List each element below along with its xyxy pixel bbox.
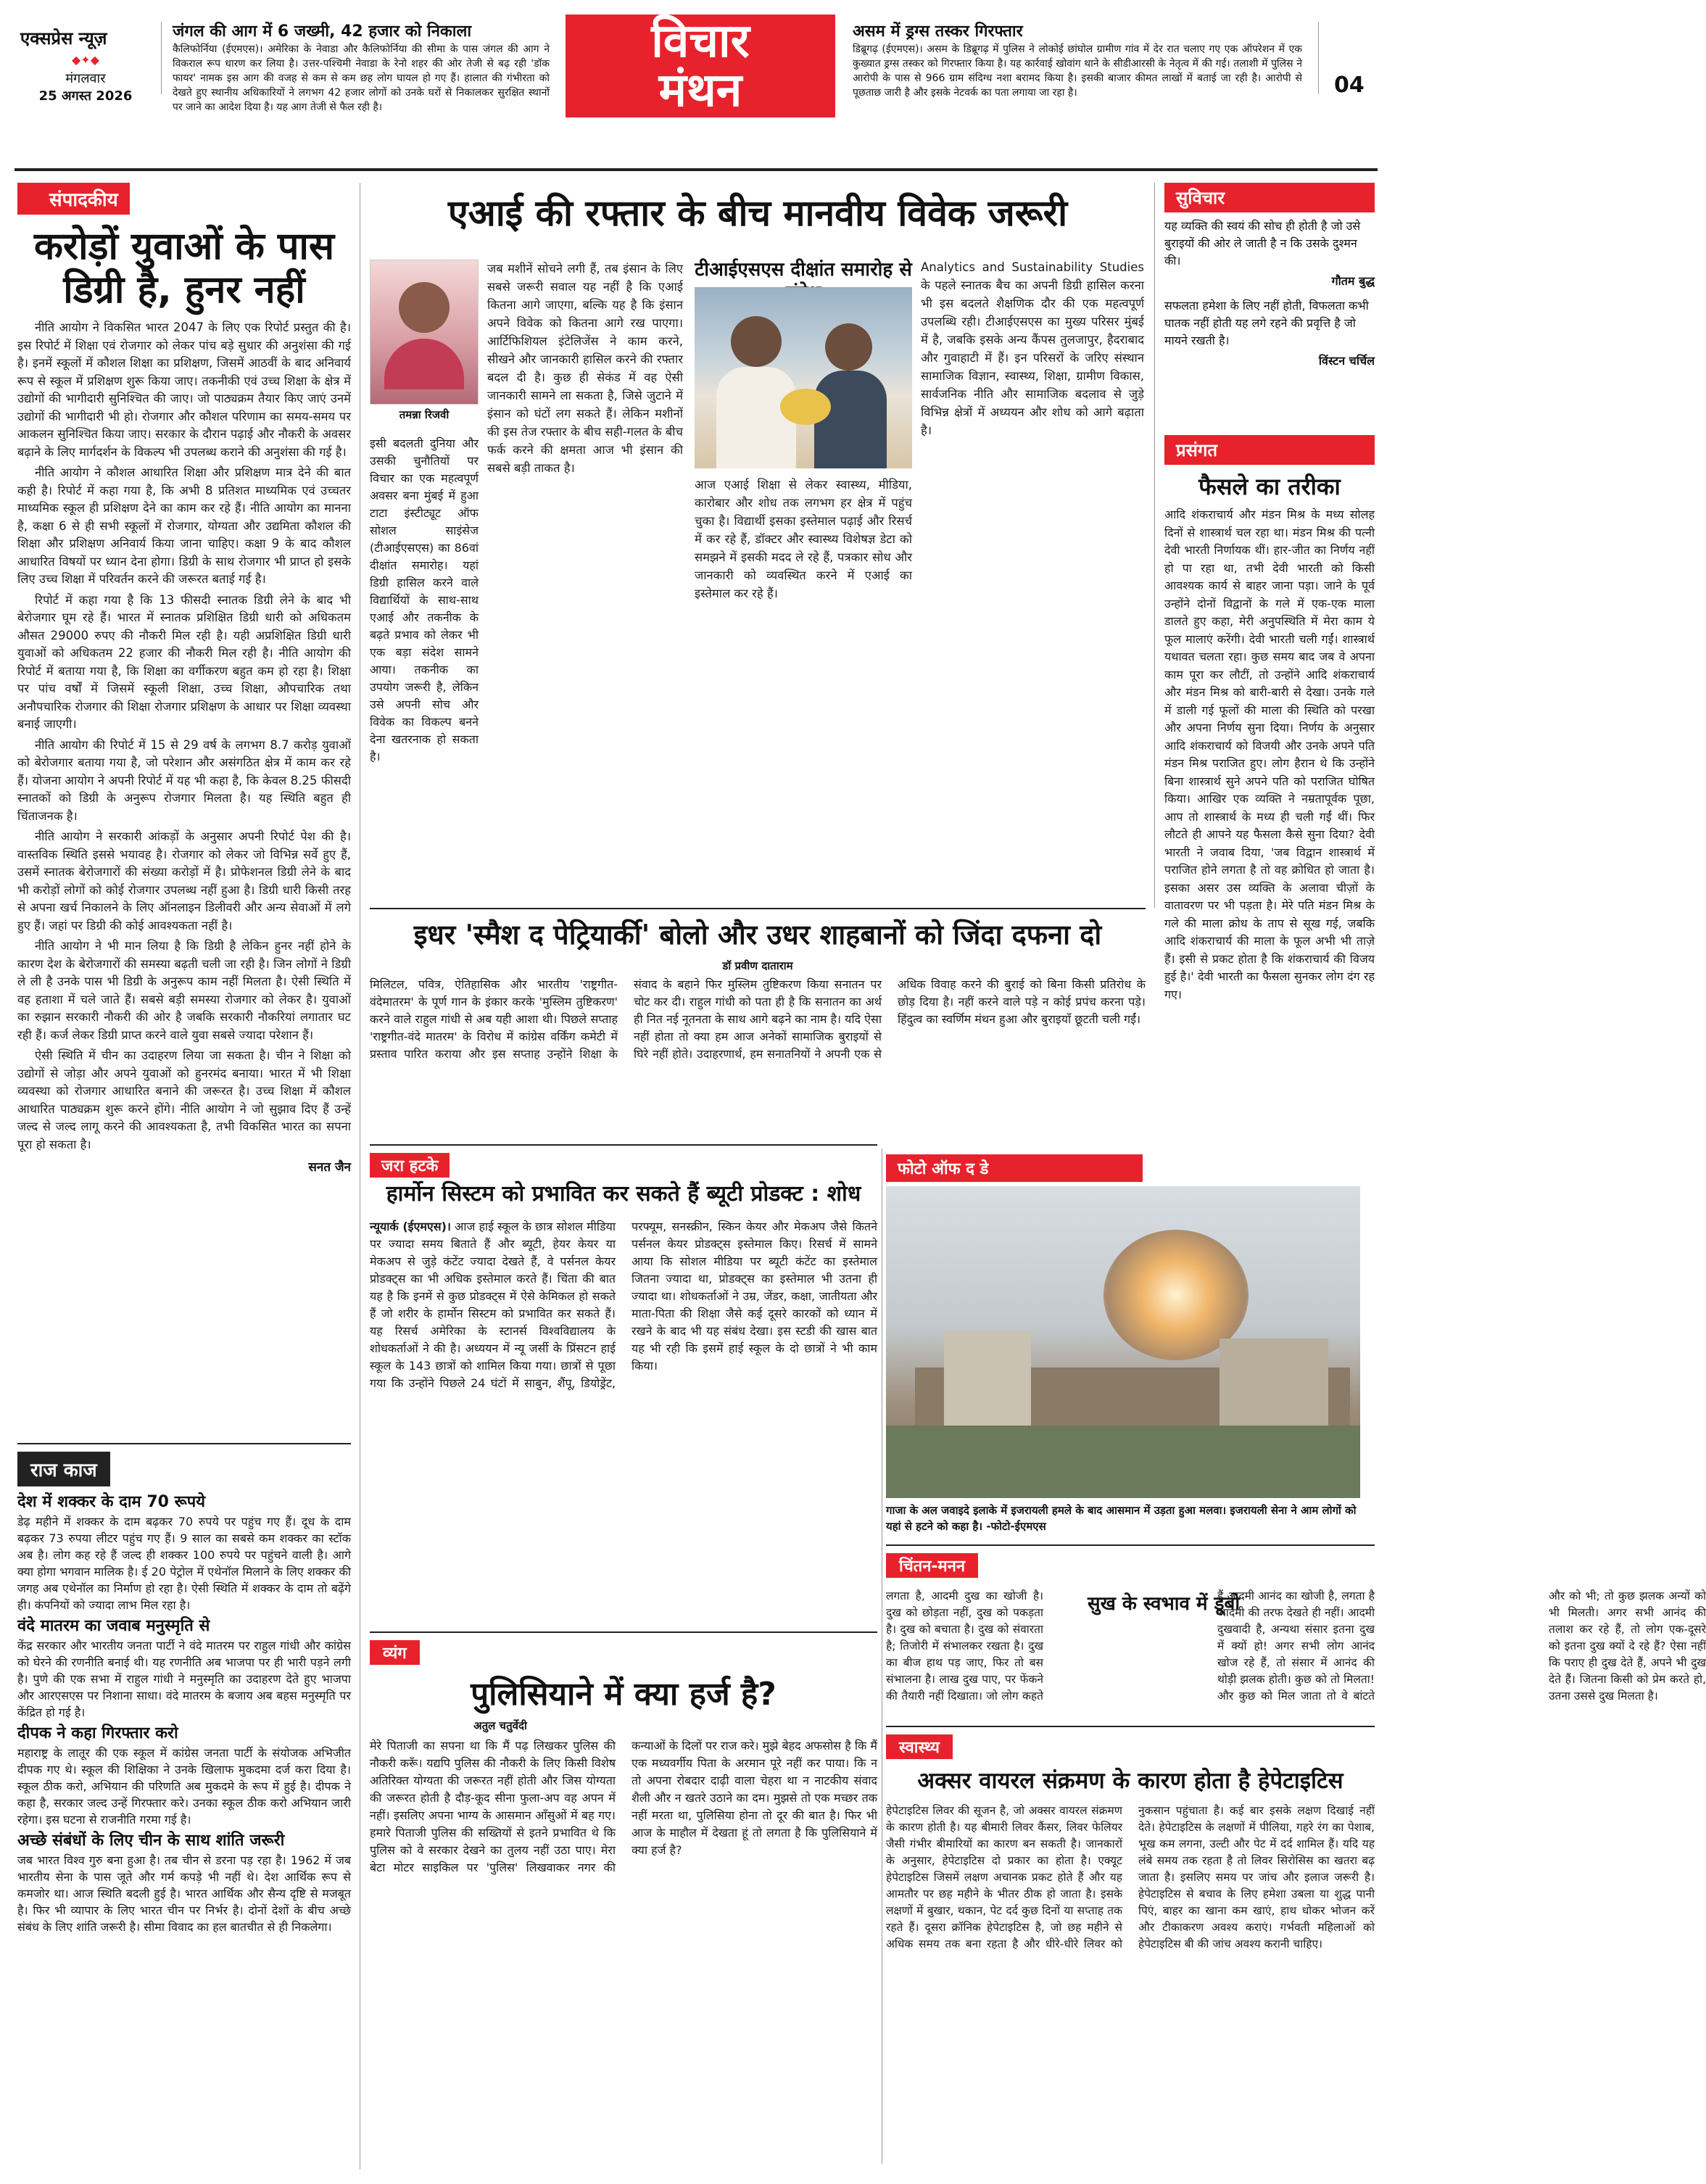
second-story-headline: इधर 'स्मैश द पेट्रियार्की' बोलो और उधर शाहबानों को जिंदा दफना दो xyxy=(413,919,1102,951)
editorial-paragraph: नीति आयोग ने विकसित भारत 2047 के लिए एक रिपोर्ट प्रस्तुत की है। इस रिपोर्ट में शिक्षा एवं रोजगार को लेकर पांच बड़े सुधार की अनुशंसा की गई है। इनमें स्कूलों में कौशल शिक्षा का प्रशिक्षण, जिसमें आठवीं के बाद अनिवार्य रूप से स्कूल में प्रशिक्षण शुरू किया जाए। तकनीकी एवं उच्च शिक्षा के क्षेत्र में उद्योगों की भागीदारी सुनिश्चित की जाए। जो पाठ्यक्रम तैयार किए जाएं उनमें उद्योगों की भागीदारी भी हो। रोजगार और कौशल परिणाम का समय-समय पर आकलन सुनिश्चित किया जाए। सरकार के दौरान पढ़ाई और नौकरी के अवसर बढ़ाने के लिए मार्गदर्शन के विकल्प भी उपलब्ध कराने की अनुशंसा की गई है। xyxy=(17,320,351,459)
lead-subhead: टीआईएसएस दीक्षांत समारोह से xyxy=(695,259,912,281)
top-news-right-headline: असम में ड्रग्स तस्कर गिरफ्तार xyxy=(853,22,1023,41)
suvichar-quote: सफलता हमेशा के लिए नहीं होती, विफलता कभी घातक नहीं होती यह लगे रहने की प्रवृत्ति है जो मायने रखती है। xyxy=(1164,299,1369,347)
issue-date: 25 अगस्त 2026 xyxy=(38,88,133,104)
jara-hatke-text: आज हाई स्कूल के छात्र सोशल मीडिया पर ज्यादा समय बिताते हैं और ब्यूटी, हेयर केयर या मेकअप से जुड़े कंटेंट ज्यादा देखते हैं, वे पर्सनल केयर प्रोडक्ट्स का भी अधिक इस्तेमाल करते हैं। चिंता की बात यह है कि इनमें से कुछ प्रोडक्ट्स में ऐसे केमिकल हो सकते हैं जो शरीर के हार्मोन सिस्टम को प्रभावित कर सकते हैं। यह रिसर्च अमेरिका के स्टानर्स विश्वविद्यालय के शोधकर्ताओं ने की है। अध्ययन में न्यू जर्सी के प्रिंसटन हाई स्कूल के 143 छात्रों को शामिल किया गया। छात्रों से पूछा गया कि उन्होंने पिछले 24 घंटों में साबुन, शैंपू, डियोड्रेंट, परफ्यूम, सनस्क्रीन, स्किन केयर और मेकअप जैसे कितने पर्सनल केयर प्रोडक्ट्स इस्तेमाल किए। रिसर्च में सामने आया कि सोशल मीडिया पर ब्यूटी कंटेंट का इस्तेमाल जितना ज्यादा था, प्रोडक्ट्स का इस्तेमाल भी उतना ही ज्यादा था। शोधकर्ताओं ने उम्र, जेंडर, कक्षा, जातीयता और माता-पिता की शिक्षा जैसे कई दूसरे कारकों को ध्यान में रखने के बाद भी यह संबंध देखा। इस स्टडी की खास बात यह भी रही कि इसमें हाई स्कूल के दो छात्रों ने भी काम किया। xyxy=(370,1220,877,1390)
editorial-body xyxy=(17,319,351,1154)
jara-hatke-dateline: न्यूयार्क (ईएमएस)। xyxy=(370,1220,451,1233)
swasthya-headline: अक्सर वायरल संक्रमण के कारण होता है हेपेटाइटिस xyxy=(917,1768,1343,1794)
lead-col1b: इसी बदलती दुनिया और उसकी चुनौतियों पर विचार का एक महत्वपूर्ण अवसर बना मुंबई में हुआ टाटा इंस्टीट्यूट ऑफ सोशल साइंसेज (टीआईएसएस) का 86वां दीक्षांत समारोह। यहां डिग्री हासिल करने वाले विद्यार्थियों के साथ-साथ एआई और तकनीक के बढ़ते प्रभाव को लेकर भी एक बड़ा संदेश सामने आया। तकनीक का उपयोग जरूरी है, लेकिन उसे अपनी सोच और विवेक का विकल्प बनने देना खतरनाक हो सकता है। xyxy=(370,437,479,764)
author-avatar-icon xyxy=(399,282,450,333)
lead-author-name: तमन्ना रिजवी xyxy=(399,408,450,421)
suvichar-label: सुविचार xyxy=(1164,183,1375,212)
jara-hatke-headline: हार्मोन सिस्टम को प्रभावित कर सकते हैं ब्यूटी प्रोडक्ट : शोध xyxy=(386,1181,861,1207)
rajkaj-item-body: जब भारत विश्व गुरु बना हुआ है। तब चीन से डरना पड़ रहा है। 1962 में जब भारतीय सेना के पास जूते और गर्म कपड़े भी नहीं थे। देश आर्थिक रूप से कमजोर था। आज स्थिति बदली हुई है। भारत आर्थिक और सैन्य दृष्टि से मजबूत है। फिर भी व्यापार के लिए भारत चीन पर निर्भर है। दोनों देशों के बीच अच्छे संबंध के लिए शांति जरूरी है। सीमा विवाद का हल बातचीत से ही निकलेगा। xyxy=(17,1853,351,1934)
top-news-right-body: डिब्रूगढ़ (ईएमएस)। असम के डिब्रूगढ़ में पुलिस ने लोकोई छांघोल ग्रामीण गांव में देर रात चलाए गए एक ऑपरेशन में एक कुख्यात ड्रग्स तस्कर को गिरफ्तार किया है। यह कार्रवाई खोवांग थाने के सीडीआरसी के नेतृत्व में की गई। तलाशी में पुलिस ने आरोपी के पास से 966 ग्राम संदिग्ध नशा बरामद किया है। इसकी बाजार कीमत लाखों में बताई जा रही है। आरोपी से पूछताछ जारी है और इसके नेटवर्क का पता लगाया जा रहा है। xyxy=(853,44,1302,99)
rajkaj-body xyxy=(17,1494,351,2175)
prasang-headline: फैसले का तरीका xyxy=(1198,473,1341,500)
editorial-paragraph: रिपोर्ट में कहा गया है कि 13 फीसदी स्नातक डिग्री लेने के बाद भी बेरोजगार घूम रहे हैं। भारत में स्नातक प्रशिक्षित डिग्री धारी को अधिकतम औसत 29000 रुपए की नौकरी मिल रही है। यही अप्रशिक्षित डिग्री धारी युवाओं को अधिकतम 22 हजार की नौकरी मिल रही है। नीति आयोग की रिपोर्ट में बताया गया है, कि शिक्षा का वर्गीकरण बहुत कम हो रहा है। शिक्षा पर पांच वर्षों में जिसमें स्कूली शिक्षा, उच्च शिक्षा, औपचारिक तथा अनौपचारिक रोजगार की शिक्षा रोजगार प्रशिक्षण के आधार पर शिक्षा व्यवस्था बनाई जाएगी। xyxy=(17,592,351,731)
rajkaj-section xyxy=(17,1443,351,2175)
suvichar-author: विंस्टन चर्चिल xyxy=(1318,354,1375,368)
page-title-line1: विचार xyxy=(651,15,750,68)
issue-day: मंगलवार xyxy=(65,71,106,86)
lead-story xyxy=(370,191,1146,235)
editorial-headline: करोड़ों युवाओं के पास डिग्री है, हुनर नहीं xyxy=(33,225,335,312)
rajkaj-item-body: डेढ़ महीने में शक्कर के दाम बढ़कर 70 रुपये पर पहुंच गए हैं। दूध के दाम बढ़कर 73 रुपया लीटर पहुंच गए हैं। 9 साल का सबसे कम शक्कर का स्टॉक अब है। लोग कह रहे हैं जल्द ही शक्कर 100 रुपये पर पहुंचने वाली है। आगे क्या होगा भगवान मालिक है। ई 20 पेट्रोल में एथेनॉल मिलाने के लिए शक्कर की जगह अब एथेनॉल का निर्माण हो रहा है। ऐसी स्थिति में शक्कर के दाम तो बढ़ेंगे ही। कंपनियों को ज्यादा लाभ मिल रहा है। xyxy=(17,1515,351,1612)
suvichar-author: गौतम बुद्ध xyxy=(1331,274,1375,288)
brand-ornament-icon: ◆✦◆ xyxy=(71,53,99,67)
chintan-body: लगता है, आदमी दुख का खोजी है। दुख को छोड़ता नहीं, दुख को पकड़ता है। दुख को बचाता है। दुख को संवारता है; तिजोरी में संभालकर रखता है। दुख का बीज हाथ पड़ जाए, फिर तो बस संभालना है। लाख दुख पाए, पर फेंकने की तैयारी नहीं दिखाता। जो लोग कहते हैं आदमी आनंद का खोजी है, लगता है आदमी की तरफ देखते ही नहीं। आदमी दुखवादी है, अन्यथा संसार इतना दुख में क्यों हो! अगर सभी लोग आनंद खोज रहे हैं, तो संसार में आनंद की थोड़ी झलक होती। कुछ को तो मिलता! और कुछ को मिल जाता तो वे बांटते और को भी; तो कुछ झलक अन्यों को भी मिलती। अगर सभी आनंद की तलाश कर रहे हैं, तो लोग एक-दूसरे को इतना दुख क्यों दे रहे हैं? ऐसा नहीं कि पराए ही दुख देते हैं, अपने भी दुख देते हैं। जितना किसी को प्रेम करते हो, उतना उससे दुख मिलता है। xyxy=(886,1589,1706,1703)
rajkaj-item-body: केंद्र सरकार और भारतीय जनता पार्टी ने वंदे मातरम पर राहुल गांधी और कांग्रेस को घेरने की रणनीति बनाई थी। यह रणनीति अब भाजपा पर ही भारी पड़ने लगी है। पुणे की एक सभा में राहुल गांधी ने मनुस्मृति का उदाहरण देते हुए भाजपा और आरएसएस पर निशाना साधा। वंदे मातरम के बजाय अब बहस मनुस्मृति पर केंद्रित हो गई है। xyxy=(17,1639,351,1719)
vyang-label: व्यंग xyxy=(370,1640,420,1665)
editorial-paragraph: नीति आयोग ने सरकारी आंकड़ों के अनुसार अपनी रिपोर्ट पेश की है। वास्तविक स्थिति इससे भयावह है। रोजगार को लेकर जो विभिन्न सर्वे हुए हैं, उसमें स्नातक बेरोजगारों की संख्या करोड़ों में है। प्रोफेशनल डिग्री लेने के बाद भी करोड़ों लोगों को कोई रोजगार उपलब्ध नहीं हुआ है। डिग्री धारी किसी तरह से अपना खर्च निकालने के लिए ऑनलाइन डिलीवरी और अन्य सेवाओं में लगे हुए हैं। जहां पर डिग्री की कोई आवश्यकता नहीं है। xyxy=(17,830,351,932)
chintan-headline: सुख के स्वभाव में डूबो xyxy=(1088,1593,1241,1615)
rajkaj-item-title: देश में शक्कर के दाम 70 रूपये xyxy=(17,1493,205,1511)
jara-hatke-label: जरा हटके xyxy=(370,1153,450,1178)
editorial-paragraph: ऐसी स्थिति में चीन का उदाहरण लिया जा सकता है। चीन ने शिक्षा को उद्योगों से जोड़ा और अपने युवाओं को हुनरमंद बनाया। भारत में भी शिक्षा व्यवस्था को रोजगार आधारित बनाने की जरूरत है। उच्च शिक्षा में कौशल आधारित पाठ्यक्रम शुरू करने होंगे। नीति आयोग ने जो सुझाव दिए हैं उन्हें जल्द से जल्द लागू करने की आवश्यकता है, तभी विकसित भारत का सपना पूरा हो सकता है। xyxy=(17,1048,351,1151)
jara-hatke-body xyxy=(370,1218,877,1624)
rajkaj-item-title: दीपक ने कहा गिरफ्तार करो xyxy=(17,1724,178,1742)
author-photo xyxy=(370,260,479,405)
second-story-body: मिलिटल, पवित्र, ऐतिहासिक और भारतीय 'राष्ट्रगीत-वंदेमातरम' के पूर्ण गान के इंकार करके 'मुस्लिम तुष्टिकरण' करने वाले राहुल गांधी से अब यही आशा थी। पिछले सप्ताह 'राष्ट्रगीत-वंदे मातरम' के विरोध में कांग्रेस वर्किंग कमेटी में प्रस्ताव पारित कराया और इस सप्ताह उन्होंने शिक्षा के संवाद के बहाने फिर मुस्लिम तुष्टिकरण किया सनातन पर चोट कर दी। राहुल गांधी को पता ही है कि सनातन का अर्थ ही नित नई नूतनता के साथ आगे बढ़ने का नाम है। यदि ऐसा नहीं होता तो क्या हम आज अनेकों सामाजिक बुराइयों से घिरे नहीं होते। उदाहरणार्थ, हम सनातनियों ने अपनी एक से अधिक विवाह करने की बुराई को बिना किसी प्रतिरोध के छोड़ दिया है। नहीं करने वाले पड़े न कोई प्रपंच करना पड़े। हिंदुत्व का स्वर्णिम मंथन हुआ और बुराइयाँ छूटती चली गईं। xyxy=(370,977,1146,1061)
rajkaj-item-body: महाराष्ट्र के लातूर की एक स्कूल में कांग्रेस जनता पार्टी के संयोजक अभिजीत दीपक गए थे। स्कूल की शिक्षिका ने उनके खिलाफ मुकदमा दर्ज करा दिया है। स्कूल ठीक करो, अभियान की परिणति अब मुकदमे के रूप में हुई है। दीपक ने कहा है, सरकार जल्द उन्हें गिरफ्तार करे। उनका स्कूल ठीक करो अभियान जारी रहेगा। इस घटना से राजनीति गरमा गई है। xyxy=(17,1746,351,1827)
brand-block xyxy=(20,26,151,104)
photo-caption-text: गाजा के अल जवाइदे इलाके में इजरायली हमले के बाद आसमान में उड़ता हुआ मलवा। इजरायली सेना ने आम लोगों को यहां से हटने को कहा है। xyxy=(886,1504,1357,1533)
top-news-left-headline: जंगल की आग में 6 जख्मी, 42 हजार को निकाला xyxy=(173,22,472,41)
suvichar-quote: यह व्यक्ति की स्वयं की सोच ही होती है जो उसे बुराइयों की ओर ले जाती है न कि उसके दुश्मन की। xyxy=(1164,219,1361,268)
page-title-line2: मंथन xyxy=(658,64,742,117)
editorial-author: सनत जैन xyxy=(308,1160,351,1175)
rajkaj-item-title: वंदे मातरम का जवाब मनुस्मृति से xyxy=(17,1617,210,1635)
photo-caption-credit: -फोटो-ईएमएस xyxy=(986,1520,1046,1533)
photo-of-day-label: फोटो ऑफ द डे xyxy=(886,1154,1143,1182)
vyang-author: अतुल चतुर्वेदी xyxy=(473,1719,527,1732)
vyang-body: मेरे पिताजी का सपना था कि मैं पढ़ लिखकर पुलिस की नौकरी करूँ। यद्यपि पुलिस की नौकरी के लिए किसी विशेष अतिरिक्त योग्यता की जरूरत नहीं होती और जिस योग्यता की जरूरत होती है दौड़-कूद सीना फुला-अप वह अपन में नहीं। इसलिए अपना भाग्य के आसमान आँसुओं में बह गए। हमारे पिताजी पुलिस की सख्तियों से इतने प्रभावित थे कि पुलिस को वे सरकार देखने का तुलय नहीं उठा पाए। मेरा बेटा मोटर साइकिल पर 'पुलिस' लिखवाकर नगर की कन्याओं के दिलों पर राज करे। मुझे बेहद अफसोस है कि मैं एक मध्यवर्गीय पिता के अरमान पूरे नहीं कर पाया। कि न तो अपना रोबदार दाढ़ी वाला चेहरा था न नाटकीय संवाद शैली और न खतरे उठाने का दम। मुझसे तो एक मच्छर तक नहीं मरता था, पुलिसिया होना तो दूर की बात है। फिर भी आज के माहौल में देखता हूं तो लगता है कि पुलिसियाने में क्या हर्ज है? xyxy=(370,1739,877,1874)
lead-photo xyxy=(695,287,912,468)
top-news-right xyxy=(853,22,1302,100)
lead-headline: एआई की रफ्तार के बीच मानवीय विवेक जरूरी xyxy=(447,192,1068,234)
lead-col2: आज एआई शिक्षा से लेकर स्वास्थ्य, मीडिया, कारोबार और शोध तक लगभग हर क्षेत्र में पहुंच चुका है। विद्यार्थी इसका इस्तेमाल पढ़ाई और रिसर्च में कर रहे हैं, डॉक्टर और स्वास्थ्य विशेषज्ञ डेटा को समझने में इसकी मदद ले रहे हैं, पत्रकार सोध और जानकारी को व्यवस्थित करने में एआई का इस्तेमाल कर रहे हैं। xyxy=(695,478,912,600)
masthead xyxy=(0,0,1391,117)
suvichar-block xyxy=(1164,218,1375,370)
brand-name: एक्सप्रेस न्यूज़ xyxy=(20,28,107,49)
editorial-paragraph: नीति आयोग ने भी मान लिया है कि डिग्री है लेकिन हुनर नहीं होने के कारण देश के बेरोजगारों की समस्या बढ़ती चली जा रही है। जिन लोगों ने डिग्री ले ली है उनके पास भी डिग्री के अनुरूप काम नहीं मिलता है। ऐसी स्थिति में वह हताशा में चले जाते हैं। सबसे बड़ी समस्या रोजगार को लेकर है। युवाओं का रुझान सरकारी नौकरी की ओर है जबकि सरकारी नौकरियां लगातार घट रही हैं। कर्ज लेकर डिग्री प्राप्त करने वाले युवा सबसे ज्यादा परेशान हैं। xyxy=(17,939,351,1042)
editorial-paragraph: नीति आयोग ने कौशल आधारित शिक्षा और प्रशिक्षण मात्र देने की बात कही है। रिपोर्ट में कहा गया है, कि अभी 8 प्रतिशत माध्यमिक एवं उच्चतर माध्यमिक स्कूल ही प्रशिक्षण देने का काम कर रहे हैं। नीति आयोग का मानना है, कक्षा 6 से ही सभी स्कूलों में रोजगार, योग्यता और उद्यमिता कौशल की शिक्षा और प्रशिक्षण अनिवार्य किया जाना चाहिए। कक्षा 9 के बाद कौशल आधारित विषयों पर ध्यान देना होगा। डिग्री के साथ रोजगार भी प्राप्त हो इसके लिए उच्च शिक्षा में परिवर्तन करने की जरूरत बताई गई है। xyxy=(17,466,351,586)
lead-col3: Analytics and Sustainability Studies के पहले स्नातक बैच का अपनी डिग्री हासिल करना भी इस बदलते शैक्षणिक दौर की एक महत्वपूर्ण उपलब्धि रही। टीआईएसएस का मुख्य परिसर मुंबई में है, जबकि इसके अन्य कैंपस तुलजापुर, हैदराबाद और गुवाहाटी में हैं। इन परिसरों के जरिए संस्थान सामाजिक विज्ञान, स्वास्थ्य, शिक्षा, ग्रामीण विकास, सार्वजनिक नीति और सामाजिक बदलाव से जुड़े विभिन्न क्षेत्रों में अध्ययन और शोध को आगे बढ़ाता है। xyxy=(921,260,1144,437)
vyang-headline: पुलिसियाने में क्या हर्ज है? xyxy=(471,1676,777,1713)
page-title-box xyxy=(566,15,835,117)
editorial-label: संपादकीय xyxy=(17,183,130,215)
page-number: 04 xyxy=(1334,73,1365,98)
rajkaj-item-title: अच्छे संबंधों के लिए चीन के साथ शांति जरूरी xyxy=(17,1832,285,1850)
prasang-label: प्रसंगत xyxy=(1164,435,1375,465)
top-news-left-body: कैलिफोर्निया (ईएमएस)। अमेरिका के नेवाडा और कैलिफोर्निया की सीमा के पास जंगल की आग ने विकराल रूप धारण कर लिया है। उत्तर-पश्चिमी नेवाडा के रेनो शहर की ओर तेजी से बढ़ रही 'डॉक फायर' नामक इस आग की वजह से कम से कम छह लोग घायल हो गए हैं। हालात की गंभीरता को देखते हुए स्थानीय अधिकारियों ने लगभग 42 हजार लोगों को उनके घरों से निकालकर सुरक्षित स्थानों पर जाने का आदेश दिया है। यह आग तेजी से फैल रही है। xyxy=(173,44,550,113)
swasthya-body: हेपेटाइटिस लिवर की सूजन है, जो अक्सर वायरल संक्रमण के कारण होती है। यह बीमारी लिवर कैंसर, लिवर फेलियर जैसी गंभीर बीमारियों का कारण बन सकती है। जानकारों के अनुसार, हेपेटाइटिस दो प्रकार का होता है। एक्यूट हेपेटाइटिस जिसमें लक्षण अचानक प्रकट होते हैं और यह आमतौर पर छह महीने के भीतर ठीक हो जाता है। इसके लक्षणों में बुखार, थकान, पेट दर्द कुछ दिनों या सप्ताह तक रहते हैं। दूसरा क्रॉनिक हेपेटाइटिस है, जो छह महीने से अधिक समय तक बना रहता है और धीरे-धीरे लिवर को नुकसान पहुंचाता है। कई बार इसके लक्षण दिखाई नहीं देते। हेपेटाइटिस के लक्षणों में पीलिया, गहरे रंग का पेशाब, भूख कम लगना, उल्टी और पेट में दर्द शामिल हैं। यदि यह लंबे समय तक रहता है तो लिवर सिरोसिस का खतरा बढ़ जाता है। इसलिए समय पर जांच और इलाज जरूरी है। हेपेटाइटिस से बचाव के लिए हमेशा उबला या शुद्ध पानी पिएं, बाहर का खाना कम खाएं, हाथ धोकर भोजन करें और टीकाकरण अवश्य कराएं। गर्भवती महिलाओं को हेपेटाइटिस बी की जांच अवश्य करानी चाहिए। xyxy=(886,1804,1375,1951)
editorial-section xyxy=(17,183,351,1175)
chintan-label: चिंतन-मनन xyxy=(886,1553,978,1578)
swasthya-label: स्वास्थ्य xyxy=(886,1734,953,1759)
photo-of-day-image xyxy=(886,1186,1360,1498)
photo-of-day-caption xyxy=(886,1502,1360,1534)
rajkaj-label: राज काज xyxy=(17,1452,110,1486)
top-news-left xyxy=(173,22,550,115)
second-story-author: डॉ प्रवीण दाताराम xyxy=(722,959,793,972)
prasang-body: आदि शंकराचार्य और मंडन मिश्र के मध्य सोलह दिनों से शास्त्रार्थ चल रहा था। मंडन मिश्र की पत्नी देवी भारती निर्णायक थीं। हार-जीत का निर्णय नहीं हो पा रहा था, तभी देवी भारती को किसी आवश्यक कार्य से बाहर जाना पड़ा। जाने के पूर्व उन्होंने दोनों विद्वानों के गले में एक-एक माला डालते हुए कहा, मेरी अनुपस्थिति में मेरा काम ये फूल मालाएं करेंगी। देवी भारती चली गईं। शास्त्रार्थ यथावत चलता रहा। कुछ समय बाद जब वे अपना काम पूरा कर लौटीं, तो उन्होंने आदि शंकराचार्य और मंडन मिश्र को बारी-बारी से देखा। उनके गले में डाली गई फूलों की माला की स्थिति को परखा और अपना निर्णय सुना दिया। निर्णय के अनुसार आदि शंकराचार्य को विजयी और उनके अपने पति मंडन मिश्र पराजित हुए। लोग हैरान थे कि उन्होंने बिना शास्त्रार्थ सुने अपने पति को पराजित घोषित किया। आखिर एक व्यक्ति ने नम्रतापूर्वक पूछा, आप तो शास्त्रार्थ के मध्य ही चली गईं थीं। फिर लौटते ही आपने यह फैसला कैसे सुना दिया? देवी भारती ने जवाब दिया, 'जब विद्वान शास्त्रार्थ में पराजित होने लगता है तो वह क्रोधित हो जाता है। इसका असर उस व्यक्ति के अलावा चीज़ों के वातावरण पर भी पड़ता है। मेरे पति मंडन मिश्र के गले की माला क्रोध के ताप से सूख गई, जबकि आदि शंकराचार्य की माला के फूल अभी भी ताज़े हैं। इसी से प्रकट होता है कि शंकराचार्य की विजय हुई है।' देवी भारती का फैसला सुनकर लोग दंग रह गए। xyxy=(1164,508,1375,1001)
lead-col1: जब मशीनें सोचने लगी हैं, तब इंसान के लिए सबसे जरूरी सवाल यह नहीं है कि एआई कितना आगे जाएगा, बल्कि यह है कि इंसान अपने विवेक को कितना आगे रख पाएगा। आर्टिफिशियल इंटेलिजेंस ने काम करने, सीखने और जानकारी हासिल करने की रफ्तार बदल दी है। कुछ ही सेकंड में वह ऐसी जानकारी सामने ला सकता है, जिसे जुटाने में इंसान को घंटों लग सकते हैं। लेकिन मशीनों की इस तेज रफ्तार के बीच सही-गलत के बीच फर्क करने की क्षमता आज भी इंसान की सबसे बड़ी ताकत है। xyxy=(487,262,683,475)
editorial-paragraph: नीति आयोग की रिपोर्ट में 15 से 29 वर्ष के लगभग 8.7 करोड़ युवाओं को बेरोजगार बताया गया है, जो परेशान और असंगठित क्षेत्र में काम कर रहे हैं। योजना आयोग ने अपनी रिपोर्ट में यह भी कहा है, कि केवल 8.25 फीसदी स्नातकों को डिग्री के अनुरूप रोजगार मिलता है। यह स्थिति बहुत ही चिंताजनक है। xyxy=(17,737,351,823)
